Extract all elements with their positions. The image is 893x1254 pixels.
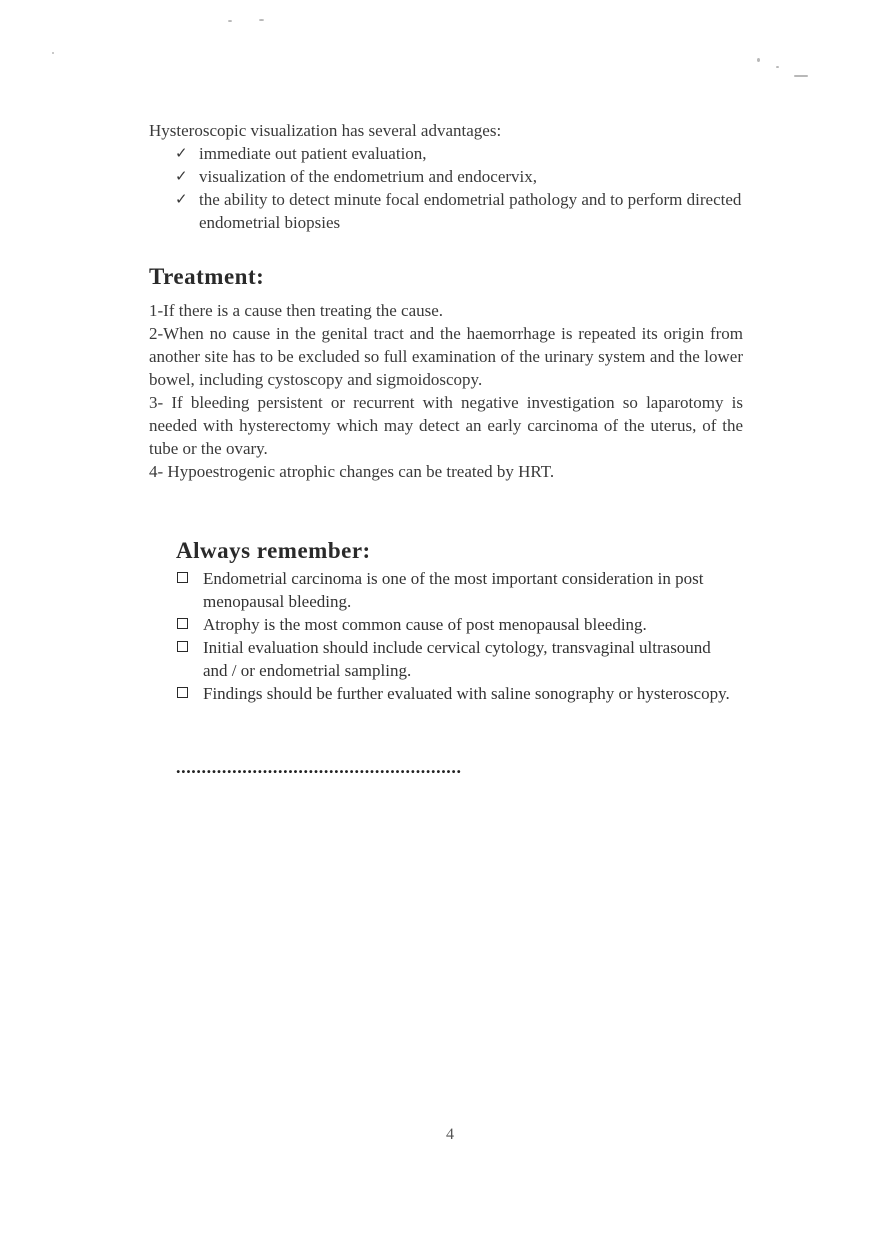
advantages-list [149,142,749,234]
list-item-text: Findings should be further evaluated with saline sonography or hysteroscopy. [203,684,730,703]
scan-speck [794,75,808,77]
dotted-separator: ........................................................ [176,757,462,777]
list-item-text: Atrophy is the most common cause of post menopausal bleeding. [203,615,647,634]
checkbox-icon [177,572,188,583]
treatment-heading: Treatment: [149,264,265,289]
treatment-paragraph: 1-If there is a cause then treating the cause. [149,301,444,320]
list-item-text: the ability to detect minute focal endometrial pathology and to perform directed endometrial biopsies [199,190,742,232]
treatment-paragraph: 2-When no cause in the genital tract and the haemorrhage is repeated its origin from another site has to be excluded so full examination of the urinary system and the lower bowel, including cystoscopy and sigmoidoscopy. [149,324,743,389]
treatment-section [149,299,743,483]
list-item [176,636,736,682]
hysteroscopy-advantages [149,119,749,234]
list-item [175,188,749,234]
intro-lead: Hysteroscopic visualization has several advantages: [149,121,502,140]
list-item [175,142,749,165]
scan-speck [776,66,779,68]
treatment-paragraph: 3- If bleeding persistent or recurrent with negative investigation so laparotomy is needed with hysterectomy which may detect an early carcinoma of the uterus, of the tube or the ovary. [149,393,743,458]
scan-speck [757,58,760,62]
list-item [175,165,749,188]
checkbox-icon [177,687,188,698]
remember-list [176,567,736,705]
scan-speck [228,20,232,22]
checkmark-icon: ✓ [175,167,188,185]
treatment-paragraph: 4- Hypoestrogenic atrophic changes can be treated by HRT. [149,462,555,481]
scan-speck [52,52,54,54]
list-item [176,613,736,636]
page-number: 4 [446,1126,454,1143]
list-item [176,682,736,705]
checkbox-icon [177,641,188,652]
list-item-text: Endometrial carcinoma is one of the most important consideration in post menopausal bleeding. [203,569,704,611]
checkbox-icon [177,618,188,629]
checkmark-icon: ✓ [175,144,188,162]
list-item [176,567,736,613]
list-item-text: immediate out patient evaluation, [199,144,427,163]
always-remember-heading: Always remember: [176,538,371,563]
always-remember-section [176,567,736,705]
list-item-text: visualization of the endometrium and endocervix, [199,167,538,186]
scan-speck [259,19,264,21]
checkmark-icon: ✓ [175,190,188,208]
list-item-text: Initial evaluation should include cervical cytology, transvaginal ultrasound and / or endometrial sampling. [203,638,711,680]
